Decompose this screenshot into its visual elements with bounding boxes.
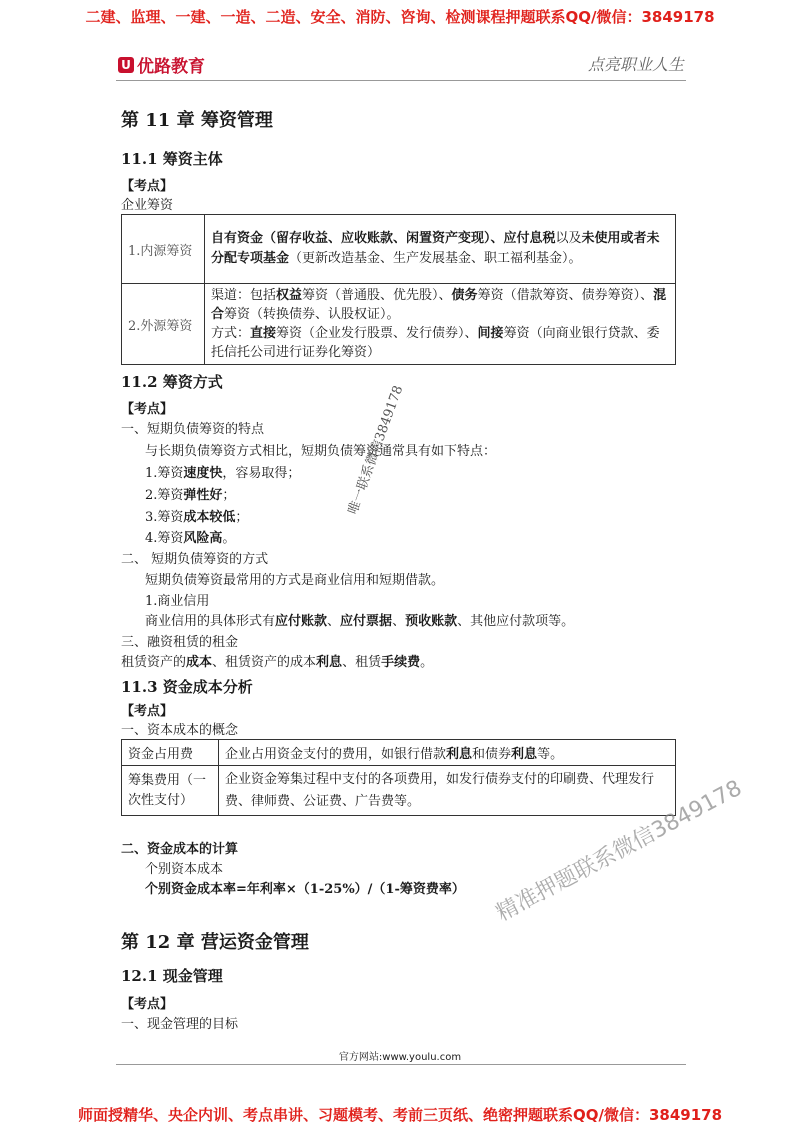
text: 等。 xyxy=(537,747,564,762)
text-bold: 间接 xyxy=(477,326,504,341)
text: 以及 xyxy=(555,231,582,246)
kaodian-label: 【考点】 xyxy=(121,997,174,1012)
section-12-1-title: 12.1 现金管理 xyxy=(121,967,223,985)
row-label: 资金占用费 xyxy=(128,747,194,762)
text: 和债券 xyxy=(472,747,512,762)
bottom-ad-banner: 师面授精华、央企内训、考点串讲、习题模考、考前三页纸、绝密押题联系QQ/微信：3849178 xyxy=(77,1106,723,1124)
text: 、租赁资产的成本 xyxy=(212,655,317,670)
slogan: 点亮职业人生 xyxy=(588,55,685,74)
text-bold: 自有资金（留存收益、应收账款、闲置资产变现）、应付息税 xyxy=(211,231,556,246)
footer-website: 官方网站:www.youlu.com xyxy=(338,1052,462,1063)
text: ，容易取得； xyxy=(222,466,301,481)
table-cell-label xyxy=(122,740,219,766)
text: 4.筹资 xyxy=(145,531,184,546)
table-cell-content xyxy=(205,215,676,284)
chapter-12-title: 第 12 章 营运资金管理 xyxy=(121,932,309,953)
table-cell-content xyxy=(205,284,676,365)
text: 企业占用资金支付的费用，如银行借款 xyxy=(225,747,447,762)
text: 方式： xyxy=(211,326,251,341)
text: 筹资（转换债券、认股权证）。 xyxy=(224,307,400,322)
table-cell-content xyxy=(219,766,676,816)
heading-capital-cost-calc: 二、资金成本的计算 xyxy=(121,842,239,857)
text-bold: 手续费 xyxy=(381,655,421,670)
watermark-vertical: 唯一联系微信3849178 xyxy=(345,383,407,517)
youlu-logo xyxy=(118,52,205,77)
financing-source-table xyxy=(121,214,676,365)
heading-cash-goal: 一、现金管理的目标 xyxy=(121,1017,239,1032)
text: ； xyxy=(222,488,236,503)
text: 筹资（借款筹资、债券筹资）、 xyxy=(477,288,654,303)
text: 企业资金筹集过程中支付的各项费用，如发行债券支付的印刷费、代理发行费、律师费、公证费、广告费等。 xyxy=(225,771,655,809)
paragraph: 1.商业信用 xyxy=(145,594,210,609)
table-cell-label xyxy=(122,215,205,284)
paragraph xyxy=(121,651,433,670)
text: 租赁资产的 xyxy=(121,655,187,670)
text-bold: 利息 xyxy=(316,655,343,670)
text-bold: 成本较低 xyxy=(183,510,236,525)
text-bold: 弹性好 xyxy=(183,488,223,503)
table-cell-label xyxy=(122,284,205,365)
text-bold: 未使用或者未分配专项基金 xyxy=(211,231,660,266)
text: 筹资（向商业银行贷款、委托信托公司进行证券化筹资） xyxy=(211,326,660,360)
text: 、 xyxy=(392,614,406,629)
text: 3.筹资 xyxy=(145,510,184,525)
text-bold: 成本 xyxy=(186,655,213,670)
paragraph: 个别资本成本 xyxy=(145,862,224,877)
kaodian-label: 【考点】 xyxy=(121,402,174,417)
text: 筹资（企业发行股票、发行债券）、 xyxy=(276,326,478,341)
text: ； xyxy=(235,510,249,525)
text: 。 xyxy=(420,655,434,670)
list-item xyxy=(145,462,300,481)
text-bold: 速度快 xyxy=(183,466,223,481)
list-item xyxy=(145,506,248,525)
capital-cost-table xyxy=(121,739,676,816)
text-bold: 直接 xyxy=(250,326,277,341)
row-label: 1.内源筹资 xyxy=(128,243,193,259)
footer-divider xyxy=(116,1064,686,1065)
section-11-1-title: 11.1 筹资主体 xyxy=(121,150,223,168)
text: 、 xyxy=(327,614,341,629)
text: 筹资（普通股、优先股）、 xyxy=(302,288,452,303)
text-bold: 利息 xyxy=(511,747,538,762)
kaodian-label: 【考点】 xyxy=(121,179,174,194)
paragraph: 短期负债筹资最常用的方式是商业信用和短期借款。 xyxy=(145,573,445,588)
kaodian-label: 【考点】 xyxy=(121,704,174,719)
watermark-diagonal: 精准押题联系微信3849178 xyxy=(492,775,746,927)
text: 。 xyxy=(222,531,236,546)
text-bold: 债务 xyxy=(451,288,478,303)
list-item xyxy=(145,527,235,546)
text: 2.筹资 xyxy=(145,488,184,503)
text: 商业信用的具体形式有 xyxy=(145,614,276,629)
top-ad-banner: 二建、监理、一建、一造、二造、安全、消防、咨询、检测课程押题联系QQ/微信：3849178 xyxy=(85,8,715,26)
text-bold: 权益 xyxy=(276,288,303,303)
row-label: 2.外源筹资 xyxy=(128,318,193,334)
text-bold: 混合 xyxy=(211,288,667,322)
text-bold: 预收账款 xyxy=(405,614,458,629)
table-cell-content xyxy=(219,740,676,766)
heading-capital-cost-concept: 一、资本成本的概念 xyxy=(121,723,239,738)
header-divider xyxy=(116,80,686,81)
text: 、其他应付款项等。 xyxy=(457,614,575,629)
logo-text: 优路教育 xyxy=(137,57,205,77)
heading-short-debt-features: 一、短期负债筹资的特点 xyxy=(121,422,265,437)
paragraph: 与长期负债筹资方式相比，短期负债筹资通常具有如下特点： xyxy=(145,444,497,459)
paragraph xyxy=(145,610,574,629)
text-bold: 利息 xyxy=(446,747,473,762)
heading-lease-rent: 三、融资租赁的租金 xyxy=(121,635,239,650)
formula: 个别资金成本率=年利率×（1-25%）/（1-筹资费率） xyxy=(145,882,465,897)
section-11-2-title: 11.2 筹资方式 xyxy=(121,373,223,391)
section-11-3-title: 11.3 资金成本分析 xyxy=(121,678,253,696)
text: 、租赁 xyxy=(342,655,382,670)
text-bold: 风险高 xyxy=(183,531,223,546)
heading-short-debt-methods: 二、 短期负债筹资的方式 xyxy=(121,552,269,567)
logo-u-icon: U xyxy=(118,57,134,73)
text: 1.筹资 xyxy=(145,466,184,481)
chapter-11-title: 第 11 章 筹资管理 xyxy=(121,110,273,131)
list-item xyxy=(145,484,235,503)
text-bold: 应付票据 xyxy=(340,614,393,629)
text: （更新改造基金、生产发展基金、职工福利基金）。 xyxy=(289,251,582,266)
table-caption: 企业筹资 xyxy=(121,198,174,213)
table-cell-label xyxy=(122,766,219,816)
text: 渠道：包括 xyxy=(211,288,277,303)
row-label: 筹集费用（一次性支付） xyxy=(128,772,207,808)
text-bold: 应付账款 xyxy=(275,614,328,629)
